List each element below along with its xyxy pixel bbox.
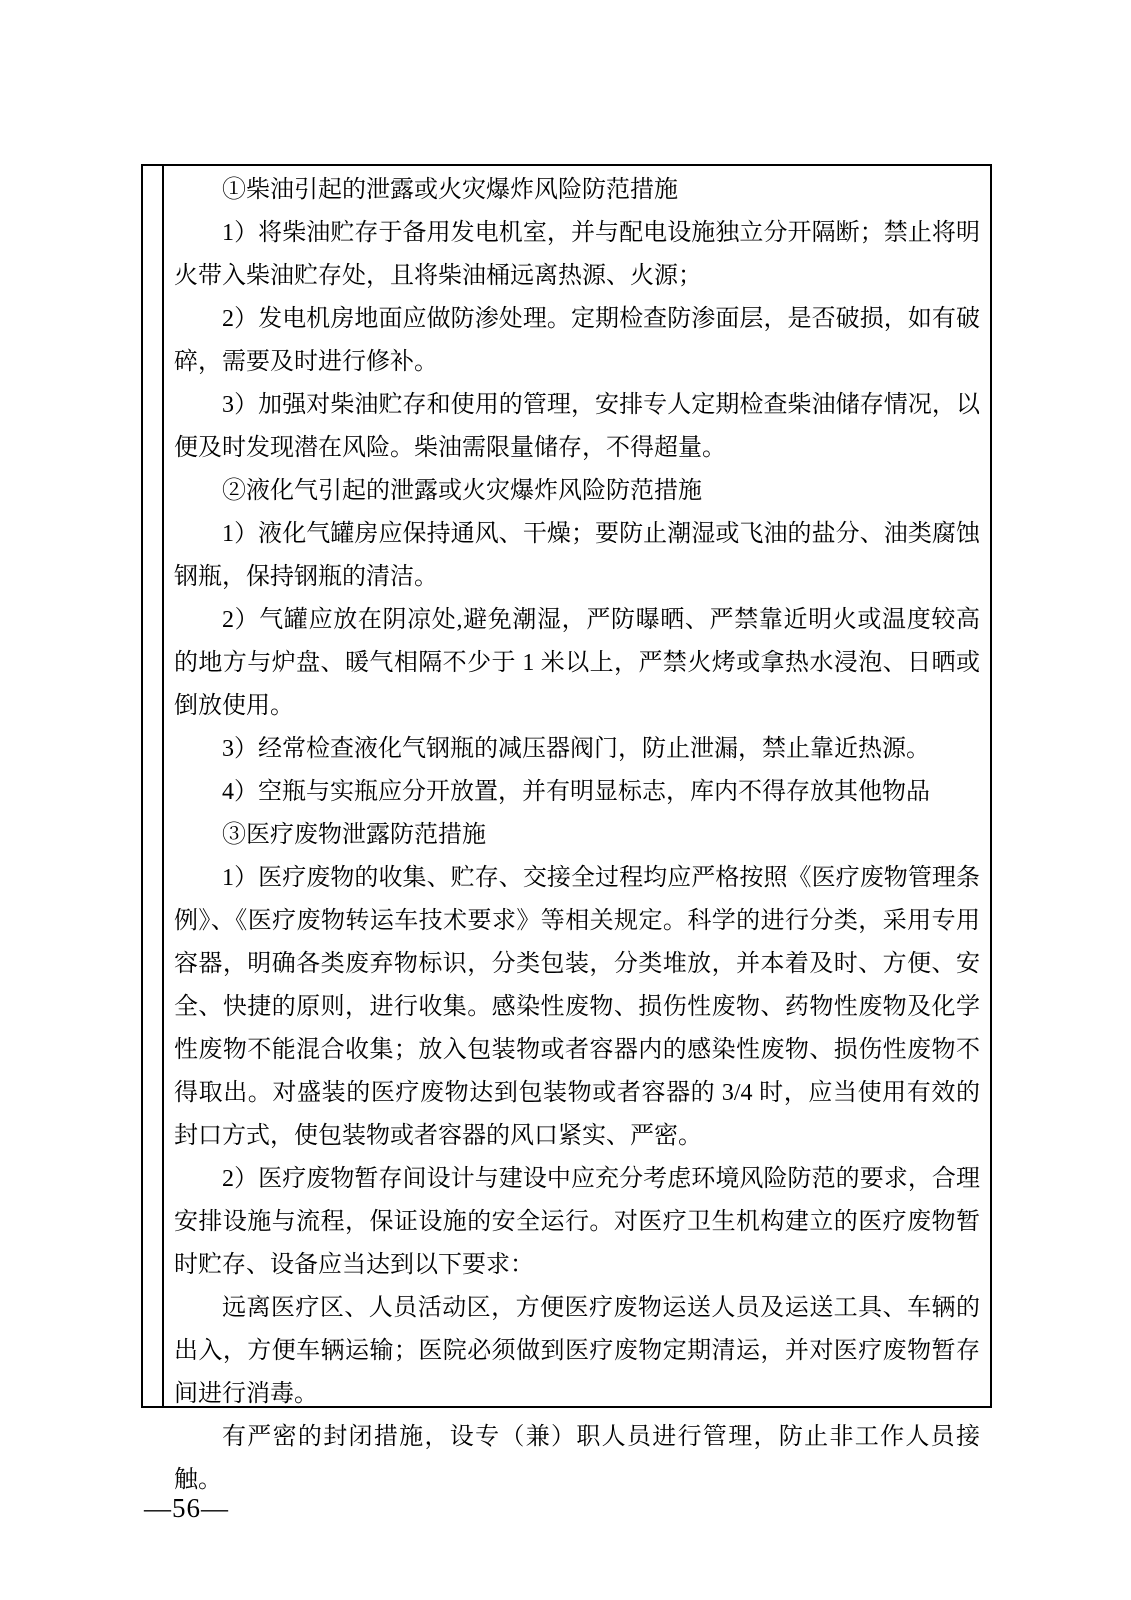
paragraph: 2）发电机房地面应做防渗处理。定期检查防渗面层，是否破损，如有破碎，需要及时进行修补。	[174, 306, 980, 375]
table-cell-content	[164, 166, 990, 1493]
table-left-empty-column	[143, 166, 164, 1406]
paragraph: 2）气罐应放在阴凉处,避免潮湿，严防曝晒、严禁靠近明火或温度较高的地方与炉盘、暖气相隔不少于 1 米以上，严禁火烤或拿热水浸泡、日晒或倒放使用。	[174, 607, 980, 719]
paragraph: 有严密的封闭措施，设专（兼）职人员进行管理，防止非工作人员接触。	[174, 1424, 980, 1493]
paragraph: ②液化气引起的泄露或火灾爆炸风险防范措施	[222, 478, 702, 504]
paragraph: 2）医疗废物暂存间设计与建设中应充分考虑环境风险防范的要求，合理安排设施与流程，保证设施的安全运行。对医疗卫生机构建立的医疗废物暂时贮存、设备应当达到以下要求：	[174, 1166, 980, 1278]
paragraph: 3）加强对柴油贮存和使用的管理，安排专人定期检查柴油储存情况，以便及时发现潜在风险。柴油需限量储存，不得超量。	[174, 392, 980, 461]
paragraph: 4）空瓶与实瓶应分开放置，并有明显标志，库内不得存放其他物品	[222, 779, 930, 805]
page-number: —56—	[144, 1493, 229, 1523]
paragraph: 1）医疗废物的收集、贮存、交接全过程均应严格按照《医疗废物管理条例》、《医疗废物转运车技术要求》等相关规定。科学的进行分类，采用专用容器，明确各类废弃物标识，分类包装，分类堆放，并本着及时、方便、安全、快捷的原则，进行收集。感染性废物、损伤性废物、药物性废物及化学性废物不能混合收集；放入包装物或者容器内的感染性废物、损伤性废物不得取出。对盛装的医疗废物达到包装物或者容器的 3/4 时，应当使用有效的封口方式，使包装物或者容器的风口紧实、严密。	[174, 865, 980, 1149]
paragraph: ①柴油引起的泄露或火灾爆炸风险防范措施	[222, 177, 678, 203]
paragraph: ③医疗废物泄露防范措施	[222, 822, 486, 848]
paragraph: 远离医疗区、人员活动区，方便医疗废物运送人员及运送工具、车辆的出入，方便车辆运输；医院必须做到医疗废物定期清运，并对医疗废物暂存间进行消毒。	[174, 1295, 980, 1407]
paragraph: 1）将柴油贮存于备用发电机室，并与配电设施独立分开隔断；禁止将明火带入柴油贮存处，且将柴油桶远离热源、火源；	[174, 220, 980, 289]
table-cell-border	[141, 164, 992, 1493]
paragraph: 1）液化气罐房应保持通风、干燥；要防止潮湿或飞油的盐分、油类腐蚀钢瓶，保持钢瓶的清洁。	[174, 521, 980, 590]
paragraph: 3）经常检查液化气钢瓶的减压器阀门，防止泄漏，禁止靠近热源。	[222, 736, 930, 762]
